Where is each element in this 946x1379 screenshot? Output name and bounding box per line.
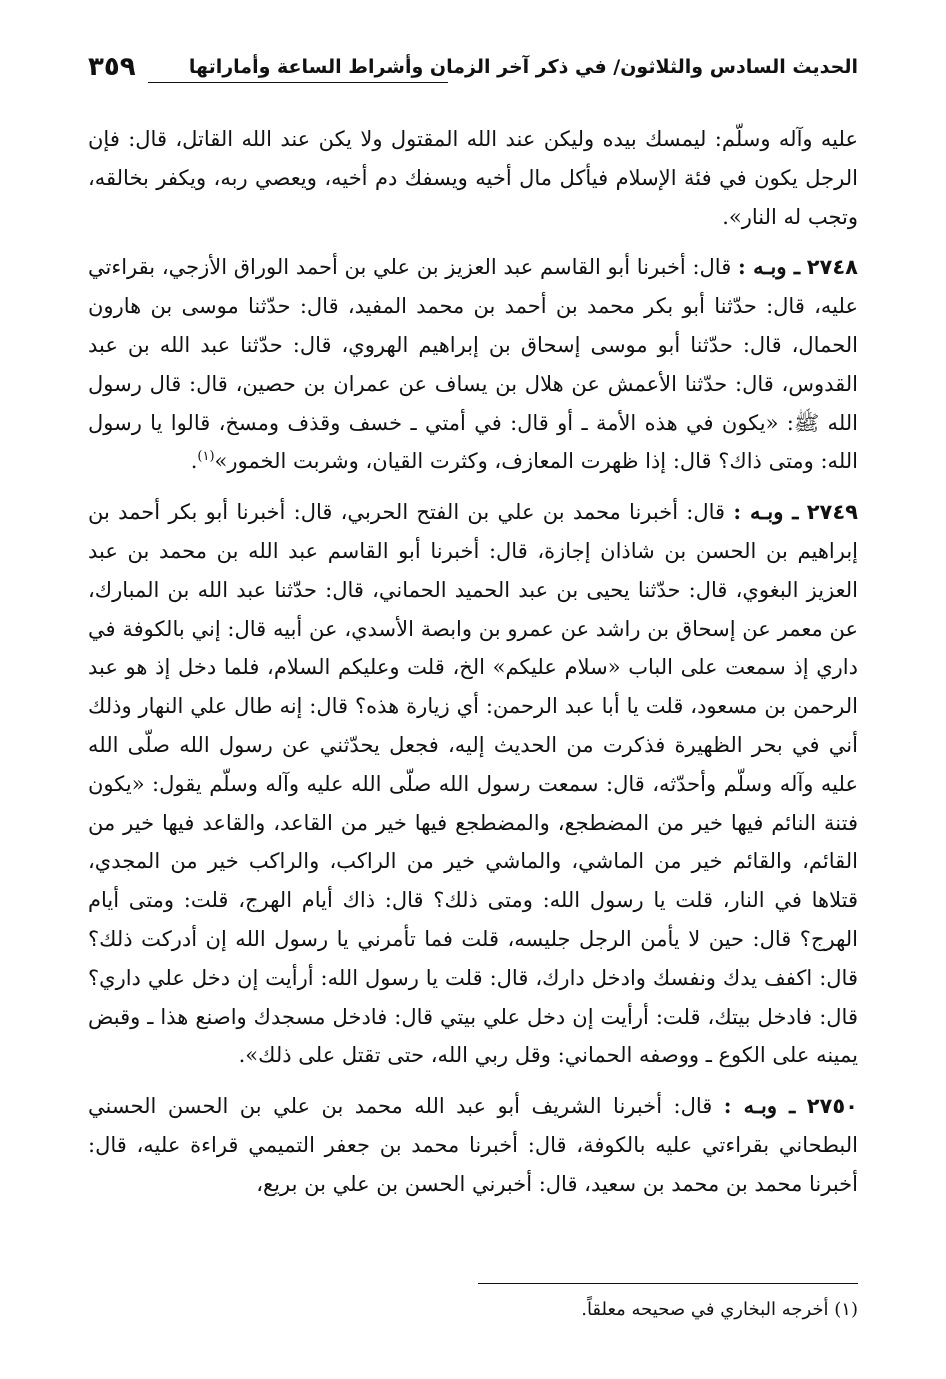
hadith-end: . xyxy=(190,449,198,474)
book-page xyxy=(88,52,858,1216)
header-rule xyxy=(148,82,448,83)
hadith-2749 xyxy=(88,493,858,1075)
paragraph-text: عليه وآله وسلّم: ليمسك بيده وليكن عند الله المقتول ولا يكن عند الله القاتل، قال: فإن الرجل يكون في فئة الإسلام فيأكل مال أخيه ويسفك دم أخيه، ويعصي ربه، ويكفر بخالقه، وتجب له النار». xyxy=(88,127,858,229)
hadith-lead: ـ وبـه : xyxy=(723,1093,796,1119)
footnote-text: (١) أخرجه البخاري في صحيحه معلقاً. xyxy=(581,1299,858,1320)
hadith-lead: ـ وبـه : xyxy=(733,499,799,525)
paragraph-continuation xyxy=(88,120,858,236)
hadith-2748 xyxy=(88,248,858,481)
hadith-number: ٢٧٤٨ xyxy=(806,255,858,280)
page-number: ٣٥٩ xyxy=(88,52,136,82)
hadith-text: قال: أخبرنا الشريف أبو عبد الله محمد بن علي بن الحسن الحسني البطحاني بقراءتي عليه بالكوفة، قال: أخبرنا محمد بن جعفر التميمي قراءة عليه، قال: أخبرنا محمد بن محمد بن سعيد، قال: أخبرني الحسن بن علي بن بريع، xyxy=(88,1094,858,1196)
chapter-title: الحديث السادس والثلاثون/ في ذكر آخر الزمان وأشراط الساعة وأماراتها xyxy=(188,56,858,78)
footnote xyxy=(88,1296,858,1324)
footnote-divider xyxy=(478,1283,858,1284)
footnote-reference[interactable]: (١) xyxy=(197,449,215,465)
hadith-text: قال: أخبرنا أبو القاسم عبد العزيز بن علي بن أحمد الوراق الأزجي، بقراءتي عليه، قال: حدّثنا أبو بكر محمد بن أحمد بن محمد المفيد، قال: حدّثنا موسى بن هارون الحمال، قال: حدّثنا أبو موسى إسحاق بن إبراهيم الهروي، قال: حدّثنا عبد الله بن عبد القدوس، قال: حدّثنا الأعمش عن هلال بن يساف عن عمران بن حصين، قال: قال رسول الله ﷺ: «يكون في هذه الأمة ـ أو قال: في أمتي ـ خسف وقذف ومسخ، قالوا يا رسول الله: ومتى ذاك؟ قال: إذا ظهرت المعازف، وكثرت القيان، وشربت الخمور» xyxy=(88,255,859,474)
hadith-lead: ـ وبـه : xyxy=(737,254,800,280)
hadith-number: ٢٧٥٠ xyxy=(806,1094,858,1119)
hadith-2750 xyxy=(88,1087,858,1203)
hadith-text: قال: أخبرنا محمد بن علي بن الفتح الحربي، قال: أخبرنا أبو بكر أحمد بن إبراهيم بن الحسن بن شاذان إجازة، قال: أخبرنا أبو القاسم عبد الله بن محمد بن عبد العزيز البغوي، قال: حدّثنا يحيى بن عبد الحميد الحماني، قال: حدّثنا عبد الله بن المبارك، عن معمر عن إسحاق بن راشد عن عمرو بن وابصة الأسدي، عن أبيه قال: إني بالكوفة في داري إذ سمعت على الباب «سلام عليكم» الخ، قلت وعليكم السلام، فلما دخل إذ هو عبد الرحمن بن مسعود، قلت يا أبا عبد الرحمن: أي زيارة هذه؟ قال: إنه طال علي النهار وذلك أني في بحر الظهيرة فذكرت من الحديث إليه، فجعل يحدّثني عن رسول الله صلّى الله عليه وآله وسلّم وأحدّثه، قال: سمعت رسول الله صلّى الله عليه وآله وسلّم يقول: «يكون فتنة النائم فيها خير من المضطجع، والمضطجع فيها خير من القاعد، والقاعد فيها خير من القائم، والقائم خير من الماشي، والماشي خير من الراكب، والراكب خير من المجدي، قتلاها في النار، قلت يا رسول الله: ومتى ذلك؟ قال: ذاك أيام الهرج، قلت: ومتى أيام الهرج؟ قال: حين لا يأمن الرجل جليسه، قلت فما تأمرني يا رسول الله إن أدركت ذلك؟ قال: اكفف يدك ونفسك وادخل دارك، قال: قلت يا رسول الله: أرأيت إن دخل علي داري؟ قال: فادخل بيتك، قلت: أرأيت إن دخل علي بيتي قال: فادخل مسجدك واصنع هذا ـ وقبض يمينه على الكوع ـ ووصفه الحماني: وقل ربي الله، حتى تقتل على ذلك». xyxy=(88,500,859,1068)
hadith-number: ٢٧٤٩ xyxy=(806,500,858,525)
body-text xyxy=(88,120,858,1204)
running-header xyxy=(88,52,858,90)
